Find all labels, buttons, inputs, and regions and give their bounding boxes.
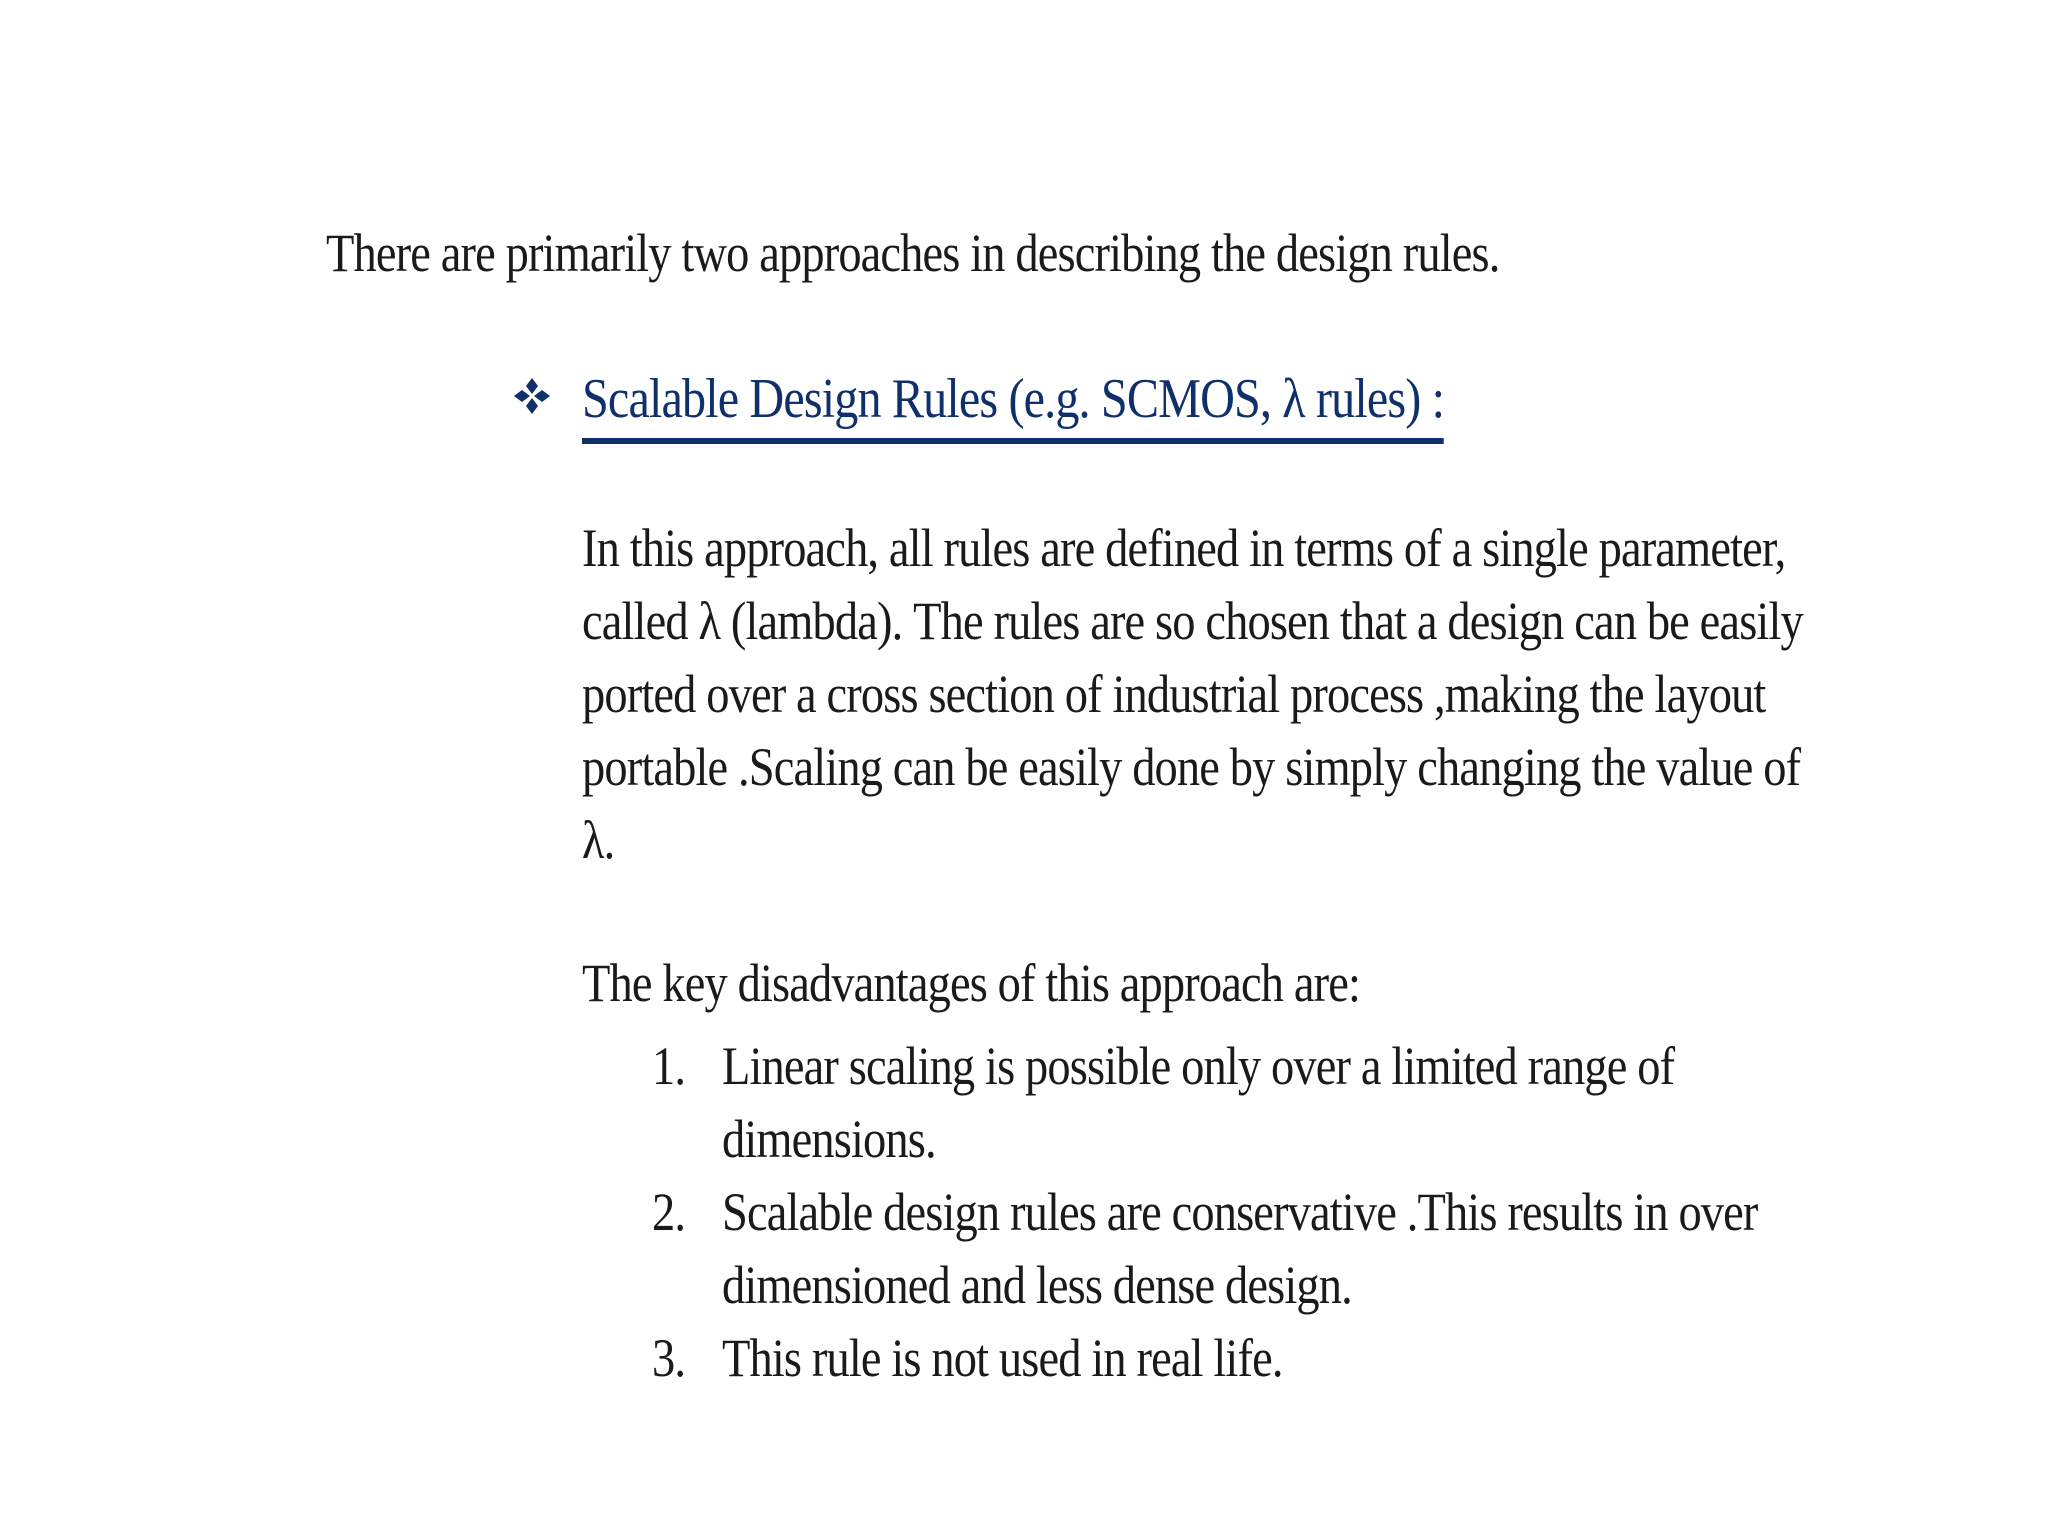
list-item-line: dimensioned and less dense design. [722,1255,1352,1315]
list-item-line: Scalable design rules are conservative .This results in over [722,1182,1758,1242]
disadvantages-list [652,1030,1912,1395]
list-item-text [722,1176,1912,1322]
intro-text: There are primarily two approaches in describing the design rules. [326,223,1500,283]
paragraph-line: portable .Scaling can be easily done by simply changing the value of [582,737,1801,797]
list-item-line: Linear scaling is possible only over a limited range of [722,1036,1675,1096]
paragraph-line: called λ (lambda). The rules are so chosen that a design can be easily [582,591,1803,651]
list-number: 1. [652,1036,686,1096]
paragraph-line: ported over a cross section of industrial process ,making the layout [582,664,1766,724]
disadvantages-intro: The key disadvantages of this approach are: [582,953,1360,1013]
section-heading: Scalable Design Rules (e.g. SCMOS, λ rules) : [582,366,1444,444]
four-diamond-bullet-icon [512,376,552,416]
description-paragraph [582,512,1912,877]
paragraph-line: In this approach, all rules are defined in terms of a single parameter, [582,518,1786,578]
list-item-line: dimensions. [722,1109,936,1169]
list-item-line: This rule is not used in real life. [722,1328,1283,1388]
list-item [652,1176,1912,1322]
list-number: 3. [652,1328,686,1388]
list-item [652,1322,1912,1395]
list-item [652,1030,1912,1176]
list-number: 2. [652,1182,686,1242]
list-item-text [722,1030,1912,1176]
paragraph-line: λ. [582,810,615,870]
list-item-text [722,1322,1912,1395]
